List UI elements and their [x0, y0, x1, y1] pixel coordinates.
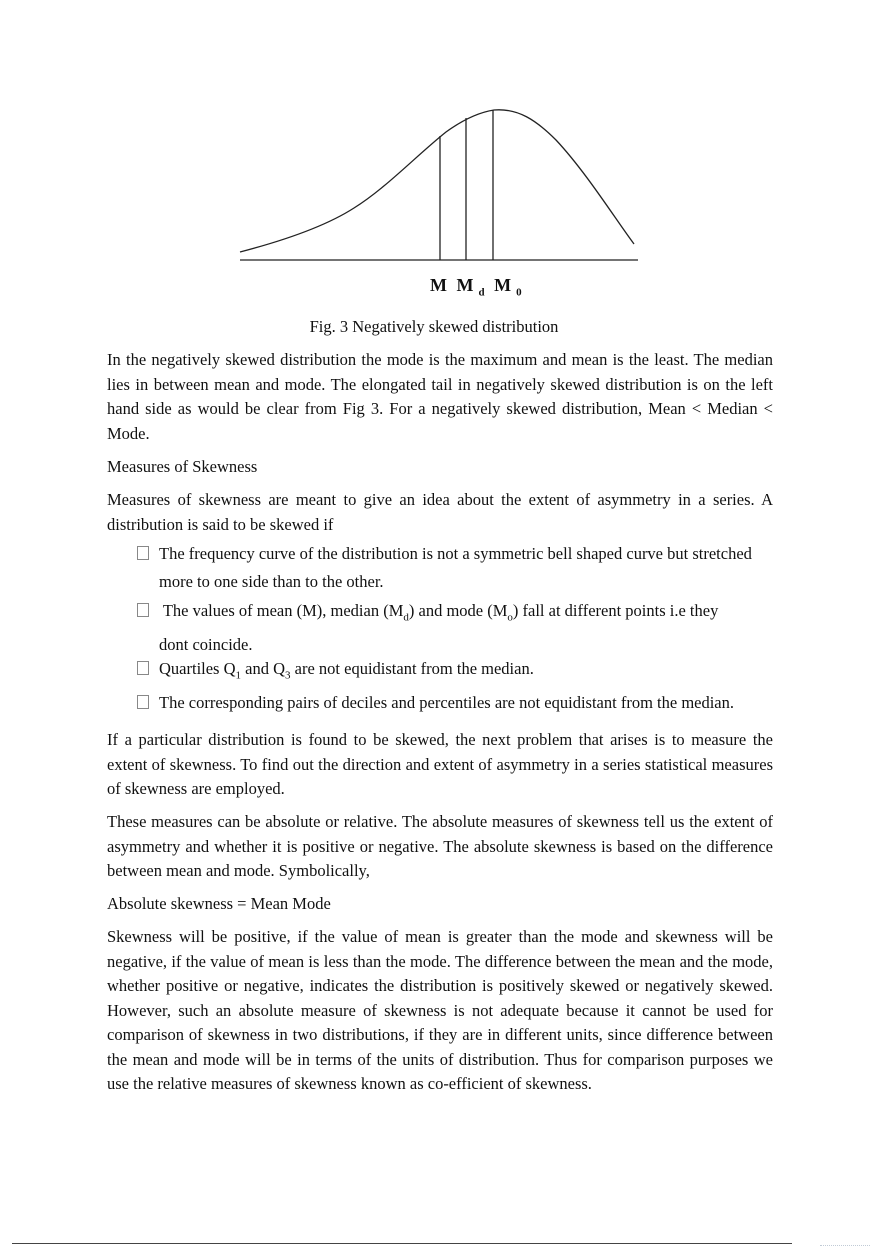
skewness-figure	[236, 102, 642, 298]
footer-mark	[820, 1239, 870, 1246]
bullet-item-1: The frequency curve of the distribution is not a symmetric bell shaped curve but stretched more to one side than to the other.	[137, 540, 779, 596]
bullet-icon	[137, 695, 149, 709]
bullet-icon	[137, 603, 149, 617]
paragraph-intro: Measures of skewness are meant to give an idea about the extent of asymmetry in a series. A distribution is said to be skewed if	[107, 490, 773, 534]
mode-label: M $_0$	[494, 275, 522, 299]
paragraph-negative-skew: In the negatively skewed distribution the mode is the maximum and mean is the least. The median lies in between mean and mode. The elongated tail in negatively skewed distribution is on the left hand side as would be clear from Fig 3. For a negatively skewed distribution, Mean < Median < Mode.	[107, 350, 773, 443]
mean-label: M	[430, 275, 447, 295]
distribution-curve	[240, 110, 634, 252]
figure-axis-labels	[430, 275, 527, 299]
paragraph-problem: If a particular distribution is found to be skewed, the next problem that arises is to measure the extent of skewness. To find out the direction and extent of asymmetry in a series statistical measures of skewness are employed.	[107, 730, 773, 798]
figure-caption: Fig. 3 Negatively skewed distribution	[309, 317, 559, 336]
bullet-icon	[137, 546, 149, 560]
paragraph-absolute-relative: These measures can be absolute or relative. The absolute measures of skewness tell us the extent of asymmetry and whether it is positive or negative. The absolute skewness is based on the difference between mean and mode. Symbolically,	[107, 812, 773, 880]
footer-rule	[12, 1243, 792, 1244]
paragraph-positive-negative: Skewness will be positive, if the value of mean is greater than the mode and skewness will be negative, if the value of mean is less than the mode. The difference between the mean and the mode, whether positive or negative, indicates the distribution is positively skewed or negatively skewed. However, such an absolute measure of skewness is not adequate because it cannot be used for comparison of skewness in two distributions, if they are in different units, since difference between the mean and mode will be in terms of the units of distribution. Thus for comparison purposes we use the relative measures of skewness known as co-efficient of skewness.	[107, 927, 773, 1093]
median-label: M $_d$	[456, 275, 485, 299]
section-heading: Measures of Skewness	[107, 457, 258, 476]
bullet-item-2: The values of mean (M), median $(M_d)$ and mode $(M_o)$ fall at different points i.e they dont coincide.	[137, 597, 779, 659]
bullet-icon	[137, 661, 149, 675]
bullet-item-3: Quartiles $Q_1$ and $Q_3$ are not equidistant from the median.	[137, 655, 779, 689]
bullet-item-4: The corresponding pairs of deciles and percentiles are not equidistant from the median.	[137, 689, 779, 717]
formula-absolute-skewness: Absolute skewness = Mean Mode	[107, 894, 331, 913]
